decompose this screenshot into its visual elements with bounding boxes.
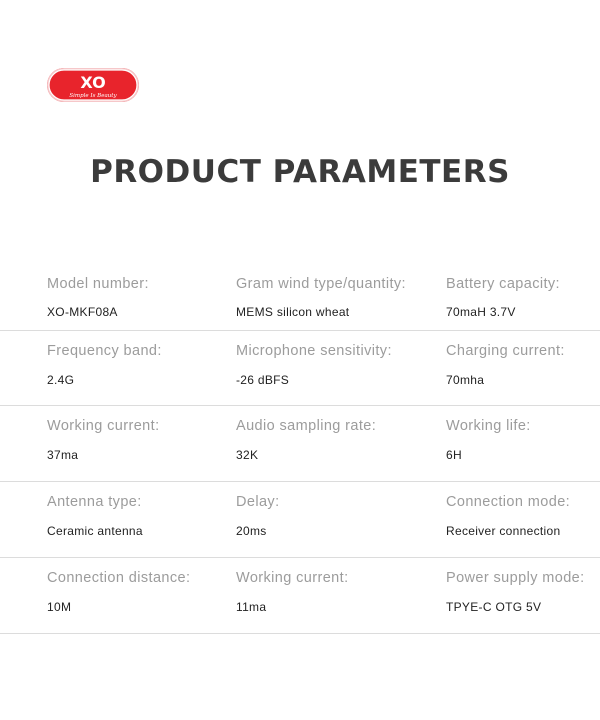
param-label: Power supply mode:: [446, 570, 585, 586]
logo-text: XO: [80, 73, 106, 92]
param-value: Ceramic antenna: [47, 524, 143, 538]
param-value: MEMS silicon wheat: [236, 305, 350, 319]
param-value: XO-MKF08A: [47, 305, 118, 319]
param-label: Audio sampling rate:: [236, 418, 377, 434]
param-working-current-2: [236, 558, 349, 614]
param-label: Battery capacity:: [446, 276, 560, 292]
brand-logo: [47, 68, 139, 102]
param-delay: [236, 482, 280, 538]
param-label: Gram wind type/quantity:: [236, 276, 406, 292]
param-microphone-sensitivity: [236, 331, 392, 387]
param-value: 2.4G: [47, 373, 75, 387]
param-audio-sampling-rate: [236, 406, 376, 462]
parameters-table: [0, 264, 600, 634]
param-value: TPYE-C OTG 5V: [446, 600, 542, 614]
param-value: 70mha: [446, 373, 485, 387]
param-connection-mode: [446, 482, 570, 538]
param-label: Charging current:: [446, 343, 565, 359]
param-charging-current: [446, 331, 565, 387]
param-label: Working current:: [47, 418, 160, 434]
table-row: [0, 331, 600, 406]
param-label: Connection mode:: [446, 494, 571, 510]
param-label: Frequency band:: [47, 343, 162, 359]
param-label: Working current:: [236, 570, 349, 586]
param-battery-capacity: [446, 264, 560, 319]
param-model-number: [47, 264, 149, 319]
param-value: Receiver connection: [446, 524, 561, 538]
param-value: 32K: [236, 448, 259, 462]
param-working-life: [446, 406, 531, 462]
param-value: 6H: [446, 448, 462, 462]
xo-logo-icon: [47, 68, 139, 102]
logo-tagline: Simple Is Beauty: [69, 93, 117, 99]
param-antenna-type: [47, 482, 143, 538]
page-title: PRODUCT PARAMETERS: [90, 154, 510, 190]
param-value: 11ma: [236, 600, 267, 614]
table-row: [0, 406, 600, 482]
param-value: 37ma: [47, 448, 79, 462]
param-frequency-band: [47, 331, 162, 387]
param-label: Working life:: [446, 418, 531, 434]
param-value: 20ms: [236, 524, 267, 538]
param-value: 70maH 3.7V: [446, 305, 516, 319]
param-connection-distance: [47, 558, 190, 614]
param-label: Antenna type:: [47, 494, 142, 510]
table-row: [0, 482, 600, 558]
param-value: 10M: [47, 600, 72, 614]
param-power-supply-mode: [446, 558, 585, 614]
param-value: -26 dBFS: [236, 373, 290, 387]
param-label: Connection distance:: [47, 570, 191, 586]
param-label: Model number:: [47, 276, 149, 292]
param-gram-wind-type: [236, 264, 406, 319]
table-row: [0, 264, 600, 331]
table-row: [0, 558, 600, 634]
param-working-current: [47, 406, 160, 462]
param-label: Microphone sensitivity:: [236, 343, 392, 359]
param-label: Delay:: [236, 494, 280, 510]
